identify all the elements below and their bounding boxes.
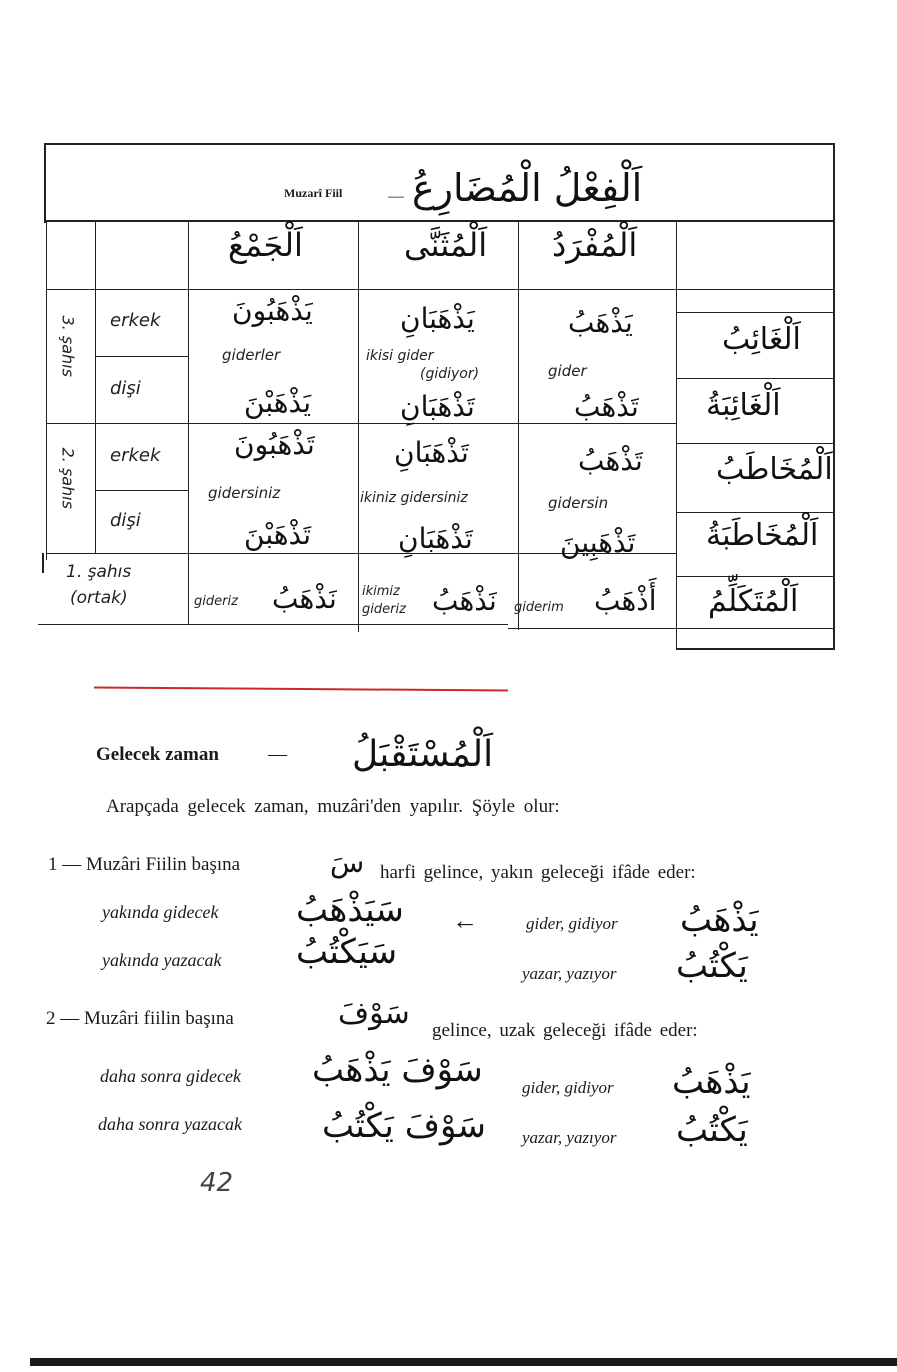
column-header-mufrad: اَلْمُفْرَدُ	[552, 226, 638, 264]
pronoun-mutakallim: اَلْمُتَكَلِّمُ	[708, 584, 799, 619]
rule2-example1-gloss: gider, gidiyor	[522, 1078, 614, 1097]
rule1-example1-tr: yakında gidecek	[102, 902, 219, 922]
cell-muth-4: تَذْهَبَانِ	[398, 522, 473, 555]
rule1-example2-base: يَكْتُبُ	[676, 946, 748, 986]
side-label-second-person: 2. şahıs	[58, 447, 78, 509]
cell-mufrad-1-tr: gider	[548, 362, 587, 380]
cell-jam-1-tr: giderler	[222, 346, 281, 364]
cell-mufrad-1: يَذْهَبُ	[568, 306, 633, 339]
cell-mufrad-4: تَذْهَبِينَ	[560, 526, 636, 559]
rule1-example2-tr: yakında yazacak	[102, 950, 222, 970]
gender-male-3: erkek	[110, 310, 161, 331]
side-label-third-person: 3. şahıs	[58, 315, 78, 377]
pronoun-mukhataba: اَلْمُخَاطَبَةُ	[706, 518, 819, 553]
rule2-example1-tr: daha sonra gidecek	[100, 1066, 241, 1086]
table-header-label: Muzarî Fiil	[284, 186, 343, 200]
cell-muth-1-tr2: (gidiyor)	[420, 366, 480, 382]
rule2-example2-ar: سَوْفَ يَكْتُبُ	[322, 1106, 486, 1146]
side-label-first-person-sub: (ortak)	[70, 588, 128, 608]
section-title-dash: —	[268, 744, 287, 765]
section-title: Gelecek zaman	[96, 744, 219, 765]
rule1-example1-arrow: ←	[452, 906, 478, 935]
pronoun-mukhatab: اَلْمُخَاطَبُ	[716, 452, 833, 487]
cell-mufrad-3: تَذْهَبُ	[578, 444, 643, 477]
rule1-example2-ar: سَيَكْتُبُ	[296, 932, 398, 972]
rule1-example1-ar: سَيَذْهَبُ	[296, 890, 404, 930]
rule2-arabic: سَوْفَ	[338, 996, 410, 1031]
pronoun-ghaiba: اَلْغَائِبَةُ	[706, 388, 781, 423]
cell-mufrad-5-tr: giderim	[514, 600, 564, 615]
rule2-suffix: gelince, uzak geleceği ifâde eder:	[432, 1020, 698, 1041]
cell-jam-5-tr: gideriz	[194, 594, 238, 609]
cell-jam-4: تَذْهَبْنَ	[244, 518, 312, 551]
cell-muth-3: تَذْهَبَانِ	[394, 436, 469, 469]
table-header-arabic: اَلْفِعْلُ الْمُضَارِعُ	[412, 166, 643, 210]
page-number: 42	[200, 1168, 234, 1198]
intro-text: Arapçada gelecek zaman, muzâri'den yapılır. Şöyle olur:	[106, 796, 560, 817]
gender-female-2: dişi	[110, 510, 141, 531]
red-divider	[94, 687, 508, 692]
column-header-jam: اَلْجَمْعُ	[228, 226, 303, 264]
cell-muth-2: تَذْهَبَانِ	[400, 390, 475, 423]
cell-muth-3-tr: ikiniz gidersiniz	[360, 490, 468, 506]
cell-mufrad-2: تَذْهَبُ	[574, 390, 639, 423]
cell-mufrad-3-tr: gidersin	[548, 494, 609, 512]
cell-jam-3: تَذْهَبُونَ	[234, 428, 315, 461]
pronoun-ghaib: اَلْغَائِبُ	[722, 322, 801, 357]
scan-bottom-edge	[30, 1358, 897, 1366]
cell-jam-3-tr: gidersiniz	[208, 484, 281, 502]
cell-mufrad-5: أَذْهَبُ	[594, 584, 657, 617]
rule2-example2-tr: daha sonra yazacak	[98, 1114, 242, 1134]
rule1-example1-base: يَذْهَبُ	[680, 900, 759, 940]
section-title-arabic: اَلْمُسْتَقْبَلُ	[352, 734, 494, 775]
cell-muth-5-tr2: gideriz	[362, 602, 406, 617]
rule1-prefix: 1 — Muzâri Fiilin başına	[48, 854, 241, 875]
rule1-example1-gloss: gider, gidiyor	[526, 914, 618, 933]
cell-jam-1: يَذْهَبُونَ	[232, 294, 313, 327]
gender-male-2: erkek	[110, 445, 161, 466]
column-header-muthanna: اَلْمُثَنَّى	[404, 226, 488, 264]
rule2-example1-ar: سَوْفَ يَذْهَبُ	[312, 1050, 483, 1090]
rule2-example1-base: يَذْهَبُ	[672, 1062, 751, 1102]
cell-jam-2: يَذْهَبْنَ	[244, 386, 312, 419]
rule2-example2-base: يَكْتُبُ	[676, 1110, 748, 1150]
rule1-suffix: harfi gelince, yakın geleceği ifâde eder:	[380, 862, 696, 883]
cell-jam-5: نَذْهَبُ	[272, 582, 337, 615]
gender-female-3: dişi	[110, 378, 141, 399]
rule1-example2-gloss: yazar, yazıyor	[522, 964, 617, 983]
cell-muth-1: يَذْهَبَانِ	[400, 302, 475, 335]
side-label-first-person: 1. şahıs	[66, 562, 132, 582]
cell-muth-1-tr: ikisi gider	[366, 348, 434, 364]
table-header-dash: —	[388, 188, 404, 205]
cell-muth-5: نَذْهَبُ	[432, 584, 497, 617]
rule2-prefix: 2 — Muzâri fiilin başına	[46, 1008, 234, 1029]
rule1-arabic: سَ	[330, 846, 365, 879]
rule2-example2-gloss: yazar, yazıyor	[522, 1128, 617, 1147]
cell-muth-5-tr: ikimiz	[362, 584, 400, 599]
